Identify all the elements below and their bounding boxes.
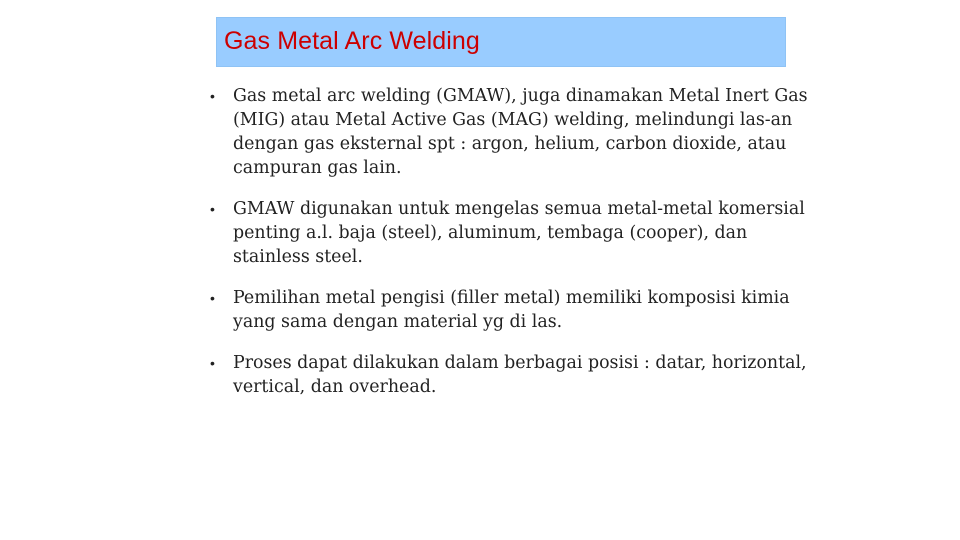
bullet-icon: • (210, 201, 215, 217)
bullet-item (210, 84, 820, 180)
bullet-text: Gas metal arc welding (GMAW), juga dinamakan Metal Inert Gas (MIG) atau Metal Active Gas (MAG) welding, melindungi las-an dengan gas eksternal spt : argon, helium, carbon dioxide, atau campuran gas lain. (233, 86, 808, 178)
bullet-list (210, 84, 820, 416)
bullet-icon: • (210, 88, 215, 104)
bullet-item (210, 286, 820, 334)
bullet-item (210, 197, 820, 269)
bullet-text: Proses dapat dilakukan dalam berbagai posisi : datar, horizontal, vertical, dan overhead. (233, 353, 807, 397)
bullet-icon: • (210, 290, 215, 306)
bullet-text: GMAW digunakan untuk mengelas semua metal-metal komersial penting a.l. baja (steel), aluminum, tembaga (cooper), dan stainless steel. (233, 199, 805, 267)
slide-title: Gas Metal Arc Welding (224, 27, 480, 55)
bullet-text: Pemilihan metal pengisi (filler metal) memiliki komposisi kimia yang sama dengan material yg di las. (233, 288, 790, 332)
title-banner (216, 17, 786, 67)
bullet-icon: • (210, 355, 215, 371)
bullet-item (210, 351, 820, 399)
